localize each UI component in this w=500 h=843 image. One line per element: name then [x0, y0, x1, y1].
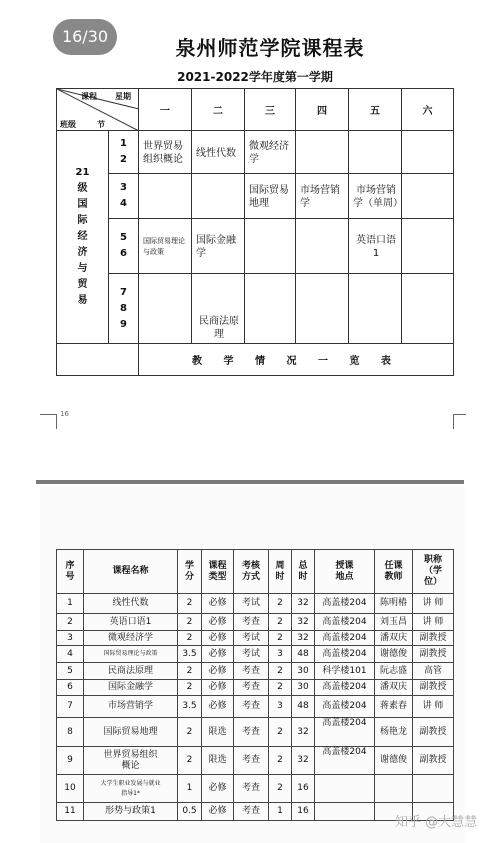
page-indicator[interactable]: 16/30	[53, 19, 117, 55]
course-name: 大学生职业发展与就业指导1*	[100, 779, 161, 797]
cell-location	[315, 775, 375, 803]
cell-weekly-hours: 3	[269, 696, 292, 718]
footer-blank-cell	[57, 344, 139, 376]
header-label: 总时	[298, 560, 308, 582]
cell-teacher: 潘双庆	[375, 680, 413, 696]
day-header-mon: 一	[139, 89, 192, 131]
cell-no: 8	[57, 718, 84, 747]
cell-location: 高盖楼204	[315, 594, 375, 614]
cell-total-hours: 32	[292, 718, 315, 747]
schedule-corner-header	[57, 89, 139, 131]
watermark: 知乎 @大慧慧	[395, 815, 478, 830]
page-subtitle: 2021-2022学年度第一学期	[177, 70, 333, 84]
cell-sat-3-4	[402, 174, 454, 219]
cell-total-hours: 32	[292, 614, 315, 631]
section-1-2	[109, 131, 139, 174]
corner-course-label: 课程	[81, 92, 97, 101]
cell-no: 7	[57, 696, 84, 718]
col-header-no	[57, 550, 84, 594]
cell-weekly-hours: 2	[269, 747, 292, 775]
course-name: 国际金融学	[196, 235, 236, 259]
cell-thu-3-4	[296, 174, 349, 219]
cell-course: 线性代数	[84, 594, 178, 614]
course-name: 线性代数	[196, 147, 236, 159]
cell-credit: 2	[178, 614, 202, 631]
cell-wed-7-9	[245, 274, 296, 344]
header-label: 职称（学位）	[423, 555, 442, 587]
cell-tue-5-6	[192, 219, 245, 274]
cell-title: 讲 师	[413, 594, 454, 614]
cell-no: 2	[57, 614, 84, 631]
header-label: 序号	[65, 560, 75, 582]
course-name: 国际贸易理论与政策	[143, 237, 185, 256]
section-7-9	[109, 274, 139, 344]
corner-weekday-label: 星期	[115, 92, 131, 101]
cell-total-hours: 16	[292, 775, 315, 803]
header-label: 授课地点	[335, 560, 354, 582]
cell-course: 形势与政策1	[84, 803, 178, 821]
day-header-wed: 三	[245, 89, 296, 131]
cell-credit: 0.5	[178, 803, 202, 821]
cell-type: 限选	[202, 747, 234, 775]
cell-fri-7-9	[349, 274, 402, 344]
cell-fri-1-2	[349, 131, 402, 174]
section-label: 7 8 9	[120, 286, 127, 330]
cell-total-hours: 30	[292, 680, 315, 696]
cell-wed-3-4	[245, 174, 296, 219]
cell-tue-1-2	[192, 131, 245, 174]
cell-assessment: 考查	[234, 663, 269, 680]
col-header-weekly-hours	[269, 550, 292, 594]
cell-mon-7-9	[139, 274, 192, 344]
day-header-thu: 四	[296, 89, 349, 131]
class-name: 21级国际经济与贸易	[75, 167, 90, 306]
teaching-overview-title: 教 学 情 况 一 览 表	[139, 344, 454, 376]
cell-assessment: 考查	[234, 696, 269, 718]
cell-title: 副教授	[413, 718, 454, 747]
cell-no: 10	[57, 775, 84, 803]
cell-thu-1-2	[296, 131, 349, 174]
cell-course	[84, 775, 178, 803]
cell-assessment: 考查	[234, 614, 269, 631]
col-header-type	[202, 550, 234, 594]
cell-sat-7-9	[402, 274, 454, 344]
cell-title: 讲 师	[413, 614, 454, 631]
header-label: 考核方式	[241, 560, 260, 582]
schedule-table	[56, 88, 454, 376]
cell-total-hours: 32	[292, 594, 315, 614]
section-label: 1 2	[120, 138, 127, 165]
section-3-4	[109, 174, 139, 219]
col-header-location	[315, 550, 375, 594]
crop-mark-left	[40, 414, 57, 429]
cell-credit: 2	[178, 718, 202, 747]
cell-location	[315, 803, 375, 821]
cell-location: 高盖楼204	[315, 631, 375, 646]
header-label: 任课教师	[384, 560, 403, 582]
table-row	[57, 646, 454, 663]
cell-location: 科学楼101	[315, 663, 375, 680]
cell-no: 9	[57, 747, 84, 775]
cell-credit: 1	[178, 775, 202, 803]
cell-no: 6	[57, 680, 84, 696]
cell-type: 必修	[202, 631, 234, 646]
course-name: 微观经济学	[249, 141, 289, 165]
cell-type: 必修	[202, 696, 234, 718]
cell-credit: 3.5	[178, 696, 202, 718]
cell-course: 国际金融学	[84, 680, 178, 696]
cell-location: 高盖楼204	[315, 614, 375, 631]
cell-course	[84, 747, 178, 775]
day-header-fri: 五	[349, 89, 402, 131]
cell-credit: 2	[178, 631, 202, 646]
cell-credit: 2	[178, 594, 202, 614]
cell-location: 高盖楼204	[315, 718, 375, 747]
cell-teacher: 谢德俊	[375, 646, 413, 663]
cell-assessment: 考查	[234, 718, 269, 747]
cell-title: 副教授	[413, 747, 454, 775]
cell-type: 限选	[202, 718, 234, 747]
cell-assessment: 考试	[234, 646, 269, 663]
cell-assessment: 考试	[234, 631, 269, 646]
cell-type: 必修	[202, 614, 234, 631]
cell-weekly-hours: 1	[269, 803, 292, 821]
cell-type: 必修	[202, 646, 234, 663]
cell-weekly-hours: 2	[269, 775, 292, 803]
course-name: 世界贸易组织概论	[143, 141, 183, 165]
cell-weekly-hours: 2	[269, 680, 292, 696]
cell-location: 高盖楼204	[315, 747, 375, 775]
cell-teacher: 刘玉昌	[375, 614, 413, 631]
cell-location: 高盖楼204	[315, 680, 375, 696]
cell-title: 讲 师	[413, 696, 454, 718]
corner-section-label: 节	[97, 120, 105, 129]
cell-course: 国际贸易理论与政策	[84, 646, 178, 663]
col-header-teacher	[375, 550, 413, 594]
class-name-cell	[57, 131, 109, 344]
cell-teacher	[375, 775, 413, 803]
page-title: 泉州师范学院课程表	[175, 36, 365, 60]
cell-type: 必修	[202, 663, 234, 680]
cell-type: 必修	[202, 594, 234, 614]
cell-title: 副教授	[413, 646, 454, 663]
cell-course: 国际贸易地理	[84, 718, 178, 747]
table-row	[57, 663, 454, 680]
page-divider	[36, 480, 464, 484]
table-row	[57, 614, 454, 631]
cell-thu-7-9	[296, 274, 349, 344]
section-label: 3 4	[120, 182, 127, 209]
cell-assessment: 考查	[234, 747, 269, 775]
cell-thu-5-6	[296, 219, 349, 274]
corner-class-label: 班级	[60, 120, 76, 129]
cell-teacher: 阮志盛	[375, 663, 413, 680]
table-row	[57, 696, 454, 718]
cell-teacher: 谢德俊	[375, 747, 413, 775]
header-label: 课程类型	[208, 560, 227, 582]
cell-teacher: 蒋素春	[375, 696, 413, 718]
cell-location: 高盖楼204	[315, 696, 375, 718]
cell-total-hours: 30	[292, 663, 315, 680]
cell-assessment: 考查	[234, 680, 269, 696]
cell-wed-5-6	[245, 219, 296, 274]
cell-assessment: 考查	[234, 803, 269, 821]
cell-weekly-hours: 2	[269, 718, 292, 747]
cell-location: 高盖楼204	[315, 646, 375, 663]
cell-wed-1-2	[245, 131, 296, 174]
cell-weekly-hours: 2	[269, 594, 292, 614]
table-row	[57, 718, 454, 747]
cell-weekly-hours: 2	[269, 631, 292, 646]
cell-total-hours: 48	[292, 696, 315, 718]
crop-mark-right	[453, 414, 466, 429]
cell-type: 必修	[202, 803, 234, 821]
table-row	[57, 747, 454, 775]
course-name: 民商法原理	[199, 316, 239, 340]
cell-assessment: 考查	[234, 775, 269, 803]
day-header-tue: 二	[192, 89, 245, 131]
cell-mon-5-6	[139, 219, 192, 274]
cell-teacher: 杨艳龙	[375, 718, 413, 747]
cell-fri-5-6	[349, 219, 402, 274]
cell-fri-3-4	[349, 174, 402, 219]
cell-total-hours: 32	[292, 631, 315, 646]
cell-type: 必修	[202, 680, 234, 696]
cell-sat-1-2	[402, 131, 454, 174]
course-name: 世界贸易组织概论	[103, 749, 158, 771]
day-header-sat: 六	[402, 89, 454, 131]
course-overview-table	[56, 549, 454, 821]
cell-teacher: 陈明椿	[375, 594, 413, 614]
cell-no: 1	[57, 594, 84, 614]
table-row	[57, 680, 454, 696]
section-5-6	[109, 219, 139, 274]
cell-assessment: 考试	[234, 594, 269, 614]
cell-teacher: 潘双庆	[375, 631, 413, 646]
cell-credit: 2	[178, 680, 202, 696]
cell-course: 市场营销学	[84, 696, 178, 718]
cell-course: 民商法原理	[84, 663, 178, 680]
col-header-assessment	[234, 550, 269, 594]
col-header-total-hours	[292, 550, 315, 594]
cell-credit: 3.5	[178, 646, 202, 663]
table-row	[57, 803, 454, 821]
cell-weekly-hours: 2	[269, 614, 292, 631]
cell-title	[413, 775, 454, 803]
cell-no: 5	[57, 663, 84, 680]
cell-weekly-hours: 2	[269, 663, 292, 680]
cell-mon-1-2	[139, 131, 192, 174]
col-header-course: 课程名称	[84, 550, 178, 594]
cell-tue-7-9	[192, 274, 245, 344]
table-row	[57, 775, 454, 803]
cell-title: 副教授	[413, 631, 454, 646]
cell-total-hours: 48	[292, 646, 315, 663]
cell-course: 微观经济学	[84, 631, 178, 646]
cell-course: 英语口语1	[84, 614, 178, 631]
cell-tue-3-4	[192, 174, 245, 219]
col-header-credit	[178, 550, 202, 594]
course-name: 市场营销学	[300, 185, 340, 209]
cell-title: 副教授	[413, 680, 454, 696]
course-name: 英语口语1	[356, 235, 396, 259]
cell-mon-3-4	[139, 174, 192, 219]
cell-total-hours: 16	[292, 803, 315, 821]
cell-no: 11	[57, 803, 84, 821]
cell-total-hours: 32	[292, 747, 315, 775]
header-label: 学分	[184, 560, 194, 582]
section-label: 5 6	[120, 232, 127, 259]
cell-title: 高管	[413, 663, 454, 680]
page-number: 16	[60, 410, 69, 418]
cell-no: 3	[57, 631, 84, 646]
table-row	[57, 631, 454, 646]
cell-type: 必修	[202, 775, 234, 803]
course-name: 国际贸易地理	[249, 185, 289, 209]
cell-sat-5-6	[402, 219, 454, 274]
table-row	[57, 594, 454, 614]
col-header-title	[413, 550, 454, 594]
cell-credit: 2	[178, 747, 202, 775]
cell-no: 4	[57, 646, 84, 663]
cell-weekly-hours: 3	[269, 646, 292, 663]
cell-credit: 2	[178, 663, 202, 680]
course-name: 市场营销学（单周）	[353, 185, 403, 209]
header-label: 周时	[275, 560, 285, 582]
